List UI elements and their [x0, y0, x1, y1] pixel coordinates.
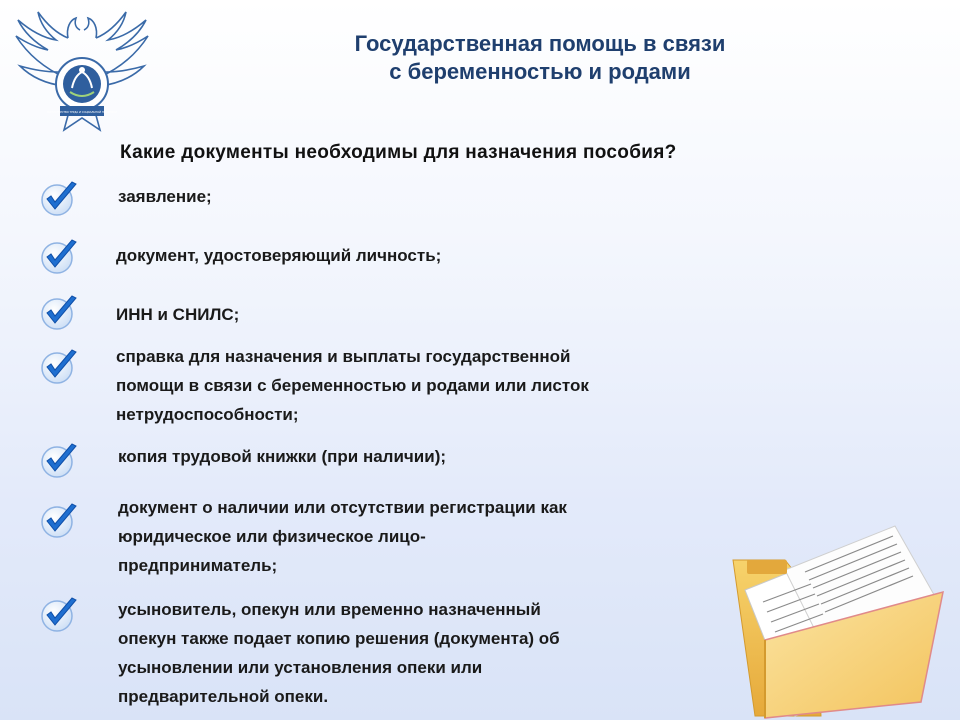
check-icon: [38, 346, 80, 388]
list-item-line: опекун также подает копию решения (документа) об: [118, 629, 560, 648]
section-question: Какие документы необходимы для назначения пособия?: [120, 142, 677, 163]
check-icon: [38, 292, 80, 334]
list-item: [116, 300, 239, 329]
list-item-line: усыновлении или установления опеки или: [118, 658, 483, 677]
list-item-line: юридическое или физическое лицо-: [118, 527, 426, 546]
check-icon: [38, 178, 80, 220]
page-title: [240, 30, 840, 86]
list-item: [118, 595, 560, 711]
list-item: [118, 442, 446, 471]
title-line-1: Государственная помощь в связи: [354, 31, 726, 56]
title-line-2: с беременностью и родами: [389, 59, 691, 84]
check-icon: [38, 594, 80, 636]
list-item: [118, 182, 212, 211]
list-item-line: справка для назначения и выплаты государственной: [116, 347, 571, 366]
document-folder-icon: [725, 520, 955, 720]
list-item-line: ИНН и СНИЛС;: [116, 305, 240, 324]
list-item-line: заявление;: [118, 187, 212, 206]
list-item-line: предварительной опеки.: [118, 687, 329, 706]
list-item-line: документ, удостоверяющий личность;: [116, 246, 442, 265]
list-item-line: усыновитель, опекун или временно назначенный: [118, 600, 541, 619]
list-item: [116, 342, 589, 429]
ministry-emblem-icon: [8, 8, 156, 136]
list-item-line: копия трудовой книжки (при наличии);: [118, 447, 447, 466]
check-icon: [38, 500, 80, 542]
emblem-text: МИНИСТЕРСТВО ТРУДА И СОЦИАЛЬНОЙ ПОЛИТИКИ: [46, 111, 118, 114]
list-item-line: нетрудоспособности;: [116, 405, 299, 424]
check-icon: [38, 440, 80, 482]
list-item: [118, 493, 567, 580]
list-item-line: помощи в связи с беременностью и родами или листок: [116, 376, 589, 395]
list-item-line: предприниматель;: [118, 556, 278, 575]
list-item: [116, 241, 441, 270]
check-icon: [38, 236, 80, 278]
list-item-line: документ о наличии или отсутствии регистрации как: [118, 498, 567, 517]
